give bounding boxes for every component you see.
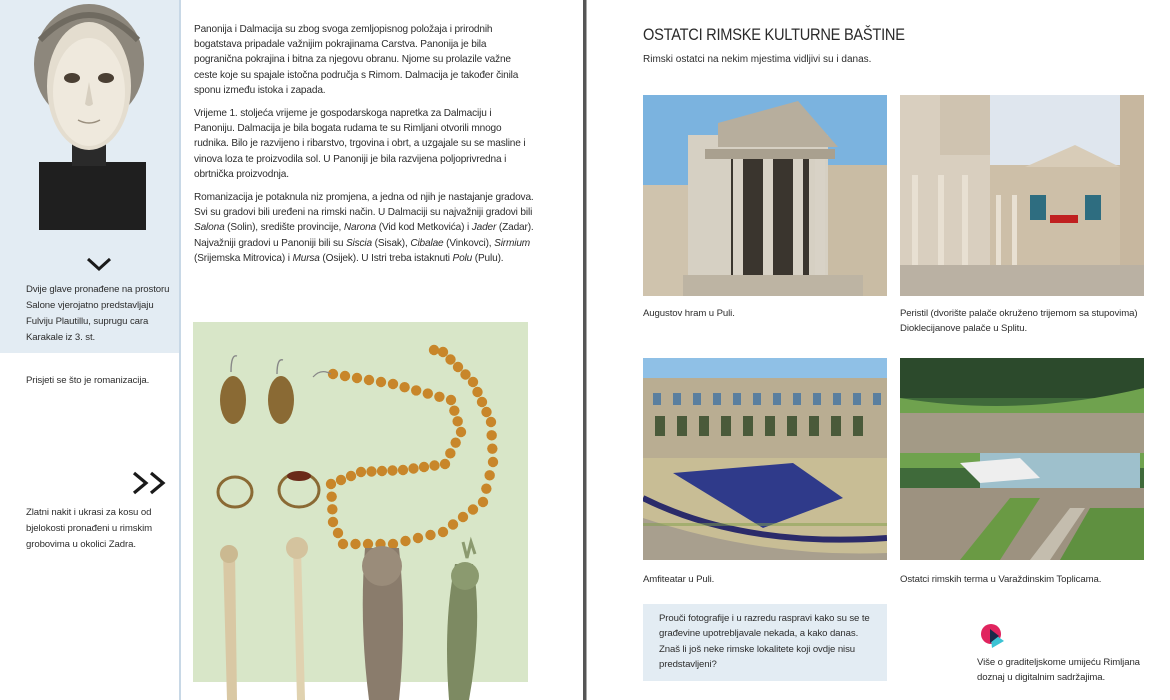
digital-content-icon[interactable] — [980, 623, 1006, 649]
necklace-bead — [486, 430, 496, 440]
necklace-bead — [478, 497, 488, 507]
necklace-bead — [429, 345, 439, 355]
page-spine-highlight — [586, 0, 587, 700]
photo-caption: Peristil (dvorište palače okruženo trijemom sa stupovima) Dioklecijanove palače u Splitu. — [900, 308, 1138, 334]
necklace-bead — [364, 375, 374, 385]
necklace-bead — [487, 443, 497, 453]
necklace-bead — [400, 536, 410, 546]
photo-caption: Augustov hram u Puli. — [643, 308, 735, 319]
necklace-bead — [327, 504, 337, 514]
necklace-bead — [328, 369, 338, 379]
necklace-bead — [446, 395, 456, 405]
recall-prompt: Prisjeti se što je romanizacija. — [26, 375, 150, 386]
necklace-bead — [438, 527, 448, 537]
jewelry-image — [193, 322, 528, 700]
necklace-bead — [481, 407, 491, 417]
paragraph-geography: Panonija i Dalmacija su zbog svoga zemljopisnog položaja i prirodnih bogatstava pripadale važnijim pokrajinama Carstva. Panonija je bila pogranična pokrajina i bitna za njegovu obranu. Njome su prolazile važne ceste koje su spajale istočna područja s Rimom. Dalmacija je također činila sponu između istoka i zapada. — [194, 24, 519, 96]
necklace-bead — [448, 519, 458, 529]
necklace-bead — [340, 371, 350, 381]
necklace-bead — [449, 405, 459, 415]
necklace-bead — [434, 392, 444, 402]
necklace-bead — [411, 385, 421, 395]
photo-roman-baths-varazdin — [900, 358, 1144, 560]
necklace-bead — [445, 448, 455, 458]
necklace-bead — [477, 397, 487, 407]
necklace-bead — [423, 388, 433, 398]
necklace-bead — [356, 467, 366, 477]
section-subtitle: Rimski ostatci na nekim mjestima vidljivi su i danas. — [643, 54, 872, 65]
necklace-bead — [429, 460, 439, 470]
necklace-bead — [456, 427, 466, 437]
necklace-bead — [419, 462, 429, 472]
photo-caption: Amfiteatar u Puli. — [643, 574, 715, 585]
photo-caption: Ostatci rimskih terma u Varaždinskim Toplicama. — [900, 574, 1102, 585]
jewelry-caption: Zlatni nakit i ukrasi za kosu od bjelokosti pronađeni u rimskim grobovima u okolici Zadra. — [26, 507, 153, 550]
section-title: OSTATCI RIMSKE KULTURNE BAŠTINE — [643, 25, 905, 44]
photo-peristyle-split — [900, 95, 1144, 296]
paragraph-cities: Romanizacija je potaknula niz promjena, a jedna od njih je nastajanje gradova. Svi su gradovi bili uređeni na rimski način. U Dalmaciji su najvažniji gradovi bili Salona (Solin), središte provincije, Narona (Vid kod Metkovića) i Jader (Zadar). Najvažniji gradovi u Panoniji bili su Siscia (Sisak), Cibalae (Vinkovci), Sirmium (Srijemska Mitrovica) i Mursa (Osijek). U Istri treba istaknuti Polu (Pulu). — [194, 192, 534, 264]
necklace-bead — [438, 347, 448, 357]
necklace-bead — [445, 354, 455, 364]
chevron-down-icon — [86, 256, 112, 272]
necklace-bead — [413, 533, 423, 543]
necklace-bead — [458, 512, 468, 522]
digital-content-note: Više o graditeljskome umijeću Rimljana doznaj u digitalnim sadržajima. — [977, 657, 1140, 683]
necklace-bead — [350, 539, 360, 549]
necklace-bead — [338, 539, 348, 549]
necklace-bead — [326, 479, 336, 489]
necklace-bead — [481, 483, 491, 493]
necklace-bead — [408, 463, 418, 473]
necklace-bead — [377, 466, 387, 476]
main-text — [194, 22, 534, 274]
necklace-bead — [453, 362, 463, 372]
necklace-bead — [399, 382, 409, 392]
necklace-bead — [363, 539, 373, 549]
necklace-bead — [326, 491, 336, 501]
sidebar-divider — [179, 0, 181, 700]
necklace-bead — [346, 471, 356, 481]
necklace-bead — [460, 369, 470, 379]
necklace-bead — [486, 417, 496, 427]
necklace-bead — [468, 377, 478, 387]
necklace-bead — [376, 377, 386, 387]
photo-temple-augustus — [643, 95, 887, 296]
task-box: Prouči fotografije i u razredu raspravi kako su se te građevine upotrebljavale nekada, a kako danas. Znaš li još neke rimske lokalitete koji ovdje nisu predstavljeni? — [643, 604, 887, 681]
necklace-bead — [336, 475, 346, 485]
necklace-bead — [472, 387, 482, 397]
bust-caption: Dvije glave pronađene na prostoru Salone vjerojatno predstavljaju Fulviju Plautillu, suprugu cara Karakale iz 3. st. — [26, 284, 170, 343]
necklace-bead — [468, 504, 478, 514]
necklace-bead — [440, 459, 450, 469]
marble-bust-image — [28, 0, 152, 232]
double-chevron-right-icon — [131, 470, 169, 496]
necklace-bead — [398, 465, 408, 475]
necklace-bead — [328, 517, 338, 527]
necklace-bead — [366, 466, 376, 476]
necklace-bead — [484, 470, 494, 480]
necklace-bead — [452, 416, 462, 426]
necklace-bead — [388, 379, 398, 389]
necklace-bead — [333, 528, 343, 538]
necklace-bead — [425, 530, 435, 540]
necklace-bead — [387, 465, 397, 475]
photo-amphitheatre-pula — [643, 358, 887, 560]
necklace-bead — [450, 437, 460, 447]
necklace-bead — [352, 373, 362, 383]
necklace-bead — [488, 457, 498, 467]
paragraph-economy: Vrijeme 1. stoljeća vrijeme je gospodarskoga napretka za Dalmaciju i Panoniju. Dalmacija je bila bogata rudama te su Rimljani otvorili mnogo rudnika. Bilo je razvijeno i ribarstvo, trgovina i obrt, a uzgajale su se masline i vinova loza te proizvodila sol. U Panoniji je bila razvijena poljoprivredna i obrtnička proizvodnja. — [194, 108, 526, 180]
